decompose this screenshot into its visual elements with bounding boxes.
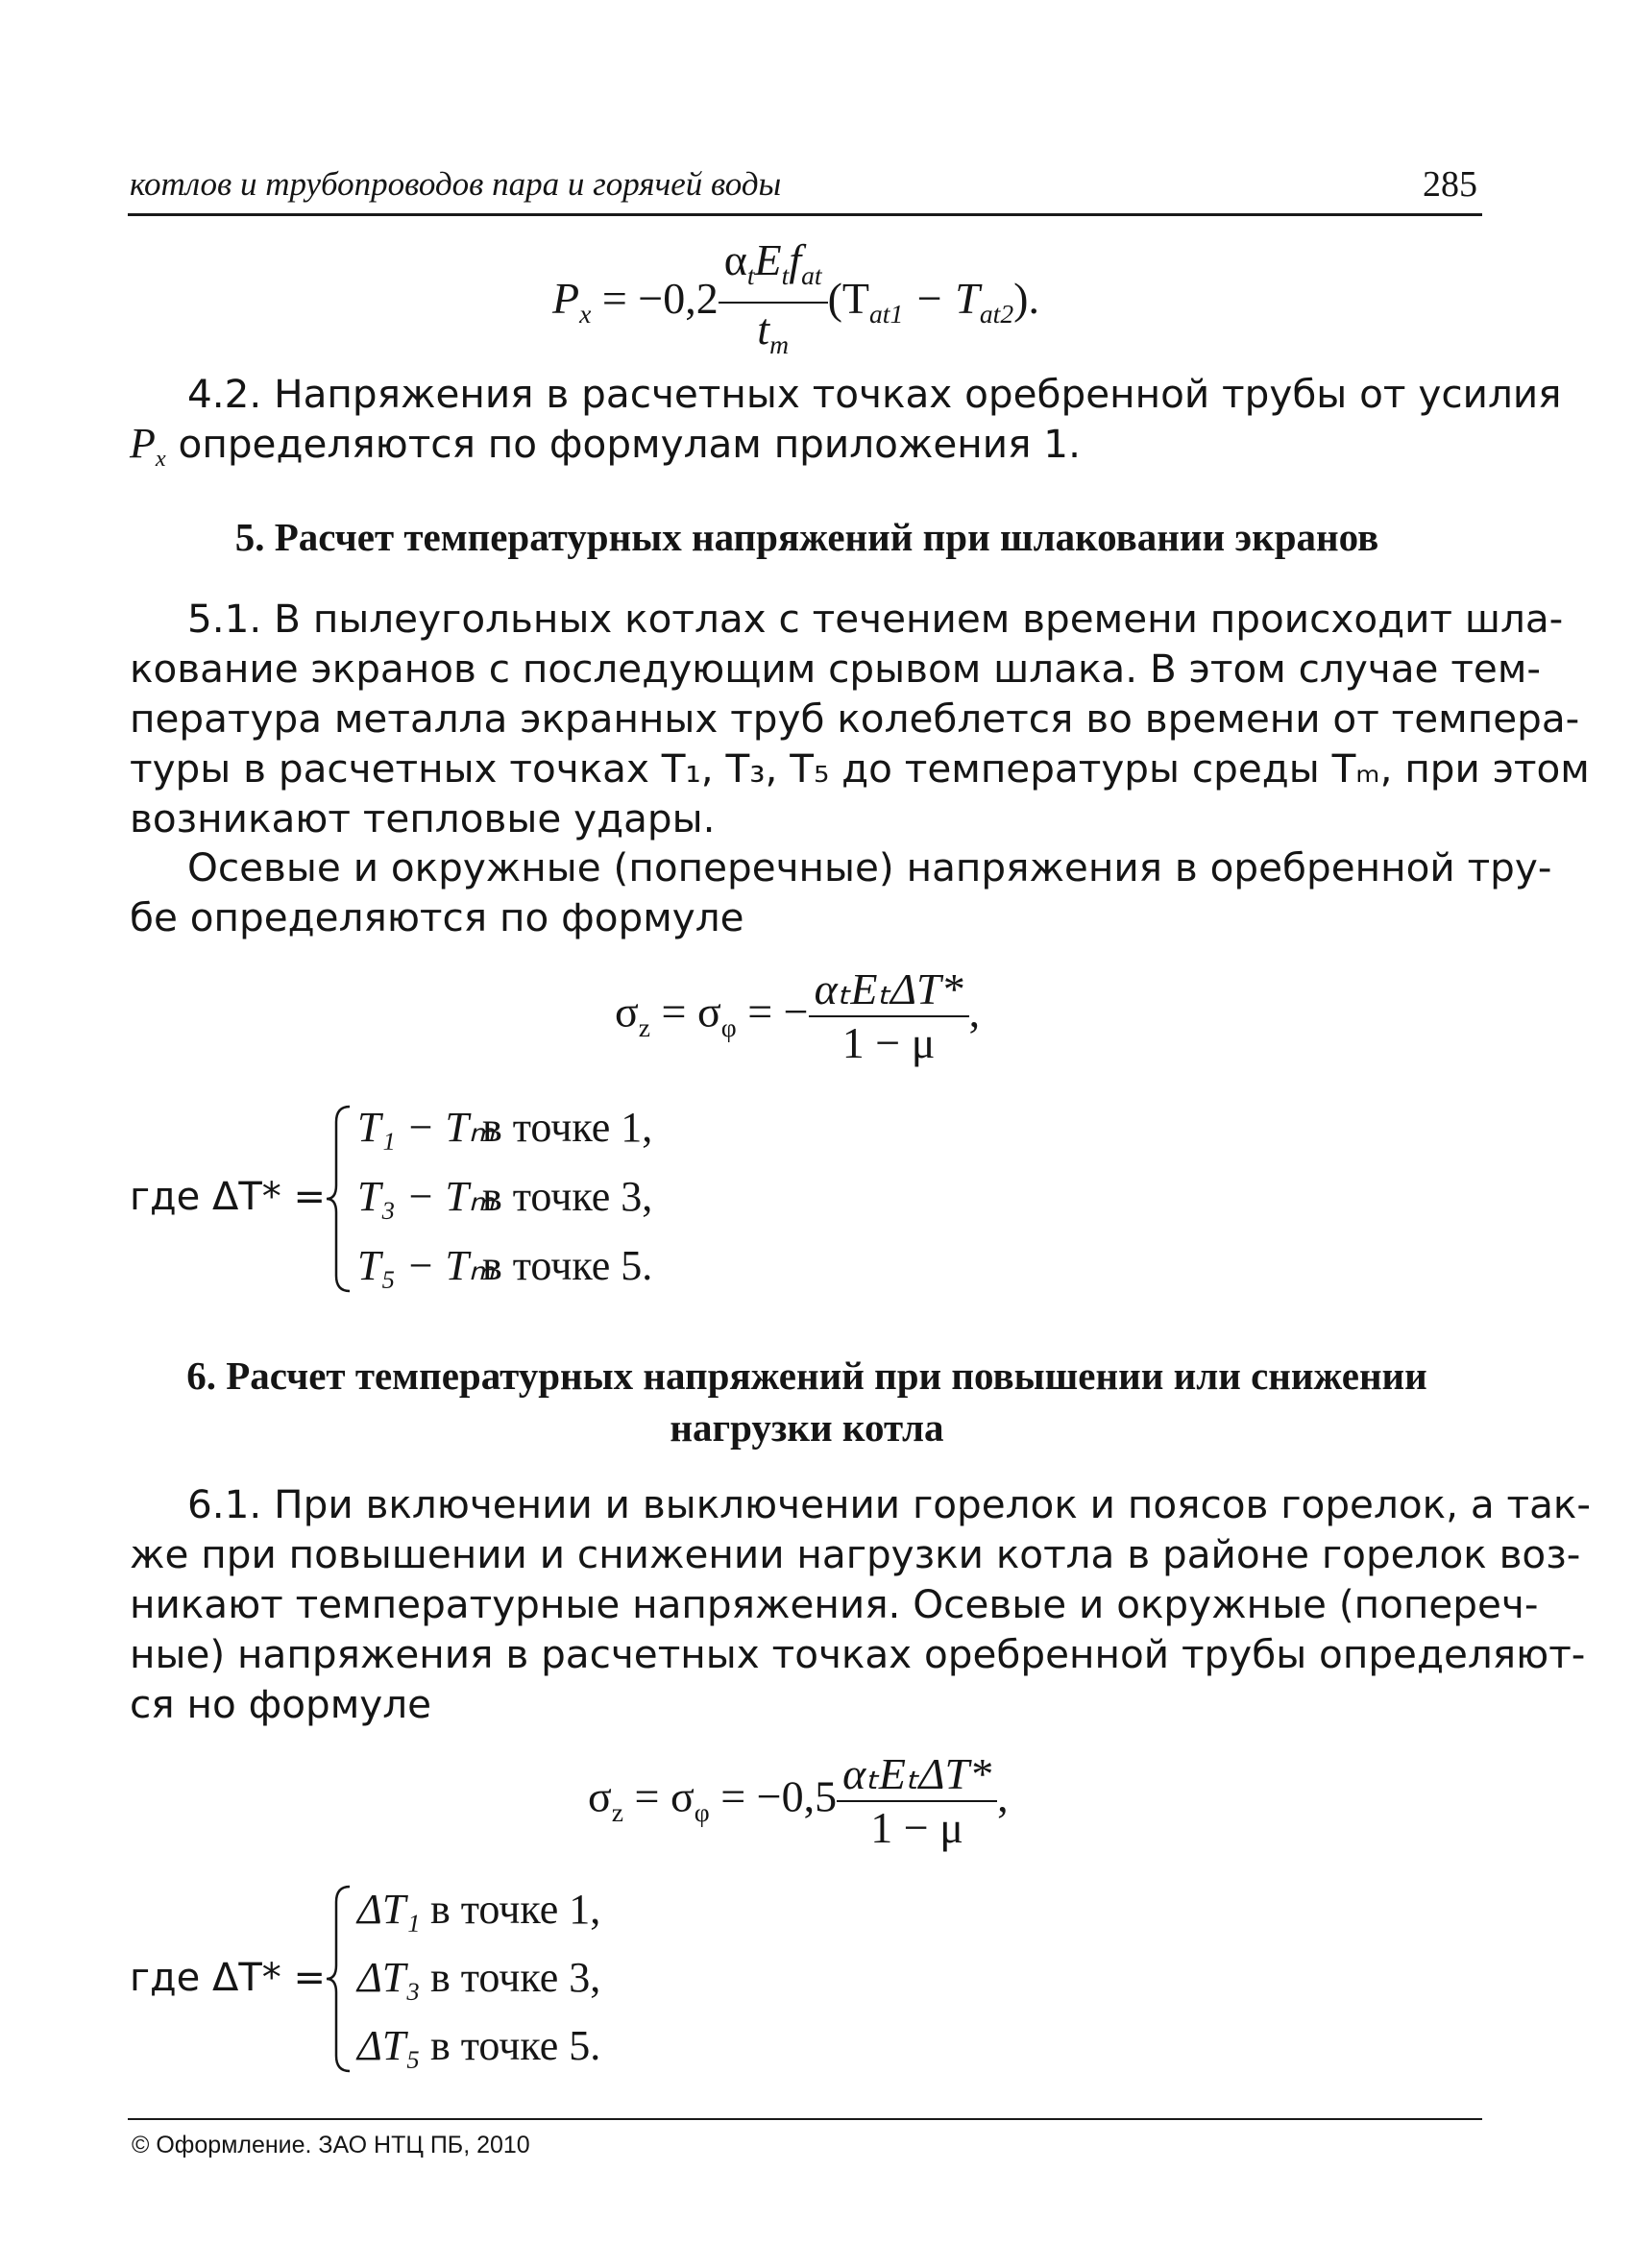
section6-case-1 (357, 1885, 600, 1934)
case-expr: T₁ − Tₘ (357, 1104, 496, 1151)
formula-comma: , (997, 1771, 1009, 1821)
section6-where: где ΔT* = (130, 1956, 327, 2000)
formula-px-fraction (719, 234, 828, 371)
section5-brace (325, 1103, 353, 1295)
paren-open: (T (827, 273, 869, 323)
section6-heading (130, 1350, 1484, 1453)
section5-where: где ΔT* = (130, 1175, 327, 1219)
sigma-phi: = σ (623, 1771, 695, 1821)
thickness-symbol: t (757, 305, 770, 354)
formula-px (552, 234, 1039, 371)
formula-eq: = − (736, 987, 809, 1036)
paragraph-4-2-line2 (130, 419, 1482, 484)
alpha-symbol: α (723, 235, 747, 284)
formula-numerator: αₜEₜΔT* (809, 963, 969, 1017)
section6-heading-line1: 6. Расчет температурных напряжений при повышении или снижении (186, 1353, 1427, 1398)
section5-p1-line: пература металла экранных труб колеблется во времени от темпера- (130, 695, 1580, 742)
sigma-phi: = σ (650, 987, 721, 1036)
case-text: в точке 1, (482, 1104, 653, 1151)
section5-p1-line: возникают тепловые удары. (130, 795, 716, 841)
paragraph-4-2-line1: 4.2. Напряжения в расчетных точках оребренной трубы от усилия (187, 371, 1562, 417)
area-symbol: f (789, 235, 802, 284)
minus-term: − T (903, 273, 980, 323)
section6-p1-line: 6.1. При включении и выключении горелок и поясов горелок, а так- (187, 1481, 1592, 1527)
case-expr: T₃ − Tₘ (357, 1173, 496, 1220)
case-text: в точке 1, (430, 1886, 601, 1933)
case-text: в точке 3, (482, 1173, 653, 1220)
paren-sub1: at1 (868, 298, 904, 329)
footer-rule (128, 2118, 1482, 2120)
section6-brace (325, 1883, 353, 2075)
area-sub: at (801, 260, 822, 291)
var-p-sub: x (155, 446, 166, 473)
section6-case-3 (357, 2021, 600, 2070)
case-expr: ΔT₃ (357, 1954, 421, 2001)
formula-px-lhs: P (552, 273, 580, 323)
formula-fraction (809, 963, 969, 1069)
section5-p2-line: бе определяются по формуле (130, 894, 744, 940)
case-expr: ΔT₅ (357, 2022, 421, 2069)
formula-sigma-6 (588, 1748, 1009, 1854)
case-text: в точке 3, (430, 1954, 601, 2001)
sigma-z-sub: z (611, 1796, 624, 1827)
section6-p1-line: ся но формуле (130, 1681, 432, 1727)
alpha-sub: t (746, 260, 755, 291)
running-header: котлов и трубопроводов пара и горячей воды (130, 165, 782, 203)
section6-heading-line2: нагрузки котла (670, 1405, 944, 1450)
formula-px-eq: = −0,2 (591, 273, 719, 323)
section5-case-2 (357, 1172, 652, 1221)
var-p: P (130, 420, 156, 467)
section6-p1-line: никают температурные напряжения. Осевые и окружные (попереч- (130, 1581, 1539, 1627)
footer-copyright: © Оформление. ЗАО НТЦ ПБ, 2010 (132, 2132, 530, 2158)
section6-case-2 (357, 1953, 600, 2002)
section6-p1-line: же при повышении и снижении нагрузки котла в районе горелок воз- (130, 1531, 1581, 1577)
formula-eq: = −0,5 (709, 1771, 838, 1821)
paragraph-4-2 (130, 369, 1562, 484)
case-expr: T₅ − Tₘ (357, 1242, 496, 1289)
case-text: в точке 5. (482, 1242, 653, 1289)
sigma-phi-sub: φ (694, 1796, 710, 1827)
case-text: в точке 5. (430, 2022, 601, 2069)
formula-numerator: αₜEₜΔT* (837, 1748, 997, 1802)
case-expr: ΔT₁ (357, 1886, 421, 1933)
paren-sub2: at2 (979, 298, 1014, 329)
modulus-symbol: E (754, 235, 782, 284)
section5-p2-line: Осевые и окружные (поперечные) напряжения в оребренной тру- (187, 844, 1552, 890)
section5-p1-line: кование экранов с последующим срывом шлака. В этом случае тем- (130, 646, 1541, 692)
section5-case-3 (357, 1241, 652, 1290)
page-number: 285 (1423, 164, 1477, 205)
thickness-sub: m (769, 329, 790, 360)
sigma-z: σ (615, 987, 639, 1036)
formula-px-numerator (719, 234, 828, 304)
sigma-z: σ (588, 1771, 612, 1821)
formula-denominator: 1 − μ (841, 1018, 936, 1067)
formula-sigma-5 (615, 963, 980, 1069)
section6-p1-line: ные) напряжения в расчетных точках оребренной трубы определяют- (130, 1631, 1586, 1677)
paren-close: ). (1013, 273, 1039, 323)
formula-px-denominator (719, 304, 828, 371)
formula-fraction (837, 1748, 997, 1854)
section5-heading: 5. Расчет температурных напряжений при шлаковании экранов (234, 515, 1379, 559)
section5-paragraph-1 (130, 594, 1590, 843)
sigma-z-sub: z (638, 1012, 651, 1042)
paragraph-4-2-rest: определяются по формулам приложения 1. (165, 421, 1081, 467)
section6-paragraph-1 (130, 1479, 1592, 1729)
section5-paragraph-2 (130, 842, 1552, 942)
section5-p1-line: туры в расчетных точках T₁, T₃, T₅ до температуры среды Tₘ, при этом (130, 745, 1590, 792)
formula-comma: , (968, 987, 981, 1036)
section5-p1-line: 5.1. В пылеугольных котлах с течением времени происходит шла- (187, 596, 1564, 642)
header-rule (128, 213, 1482, 216)
sigma-phi-sub: φ (720, 1012, 737, 1042)
formula-denominator: 1 − μ (870, 1803, 963, 1852)
formula-px-lhs-sub: x (579, 298, 592, 329)
section5-case-1 (357, 1103, 652, 1152)
modulus-sub: t (781, 260, 790, 291)
